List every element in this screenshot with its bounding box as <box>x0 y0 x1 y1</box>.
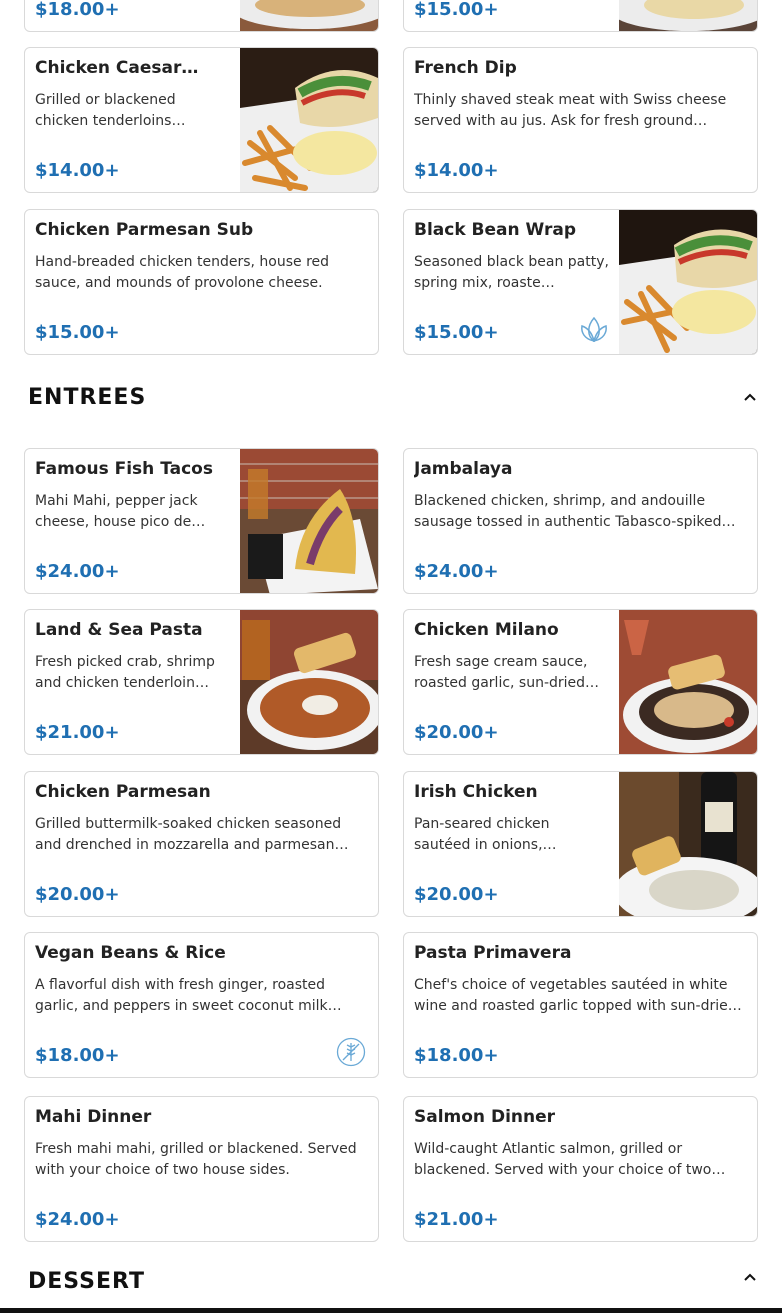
item-price: $18.00+ <box>35 0 120 20</box>
item-name: Chicken Caesar… <box>35 58 199 78</box>
item-name: Black Bean Wrap <box>414 220 577 240</box>
menu-item-card[interactable] <box>24 771 379 917</box>
item-name: Vegan Beans & Rice <box>35 943 226 963</box>
item-description: Hand-breaded chicken tenders, house red sauce, and mounds of provolone cheese. <box>35 254 330 291</box>
food-photo-wrap <box>240 610 378 754</box>
menu-item-card[interactable] <box>403 609 758 755</box>
item-name: Chicken Parmesan Sub <box>35 220 254 240</box>
item-price: $20.00+ <box>414 884 499 905</box>
item-name: Irish Chicken <box>414 782 538 802</box>
menu-item-card[interactable] <box>403 932 758 1078</box>
item-price: $20.00+ <box>414 722 499 743</box>
item-price: $15.00+ <box>414 322 499 343</box>
item-description: Fresh mahi mahi, grilled or blackened. Served with your choice of two house sides. <box>35 1141 357 1178</box>
menu-item-card[interactable] <box>403 771 758 917</box>
item-price: $15.00+ <box>414 0 499 20</box>
menu-item-card[interactable] <box>403 1096 758 1242</box>
chevron-up-icon[interactable] <box>742 1269 758 1285</box>
item-price: $21.00+ <box>414 1209 499 1230</box>
food-photo-wrap <box>240 449 378 593</box>
item-description: Seasoned black bean patty, spring mix, roaste… <box>414 254 609 291</box>
menu-item-card[interactable] <box>403 47 758 193</box>
item-name: Land & Sea Pasta <box>35 620 203 640</box>
menu-item-card[interactable] <box>403 0 758 32</box>
item-description: Thinly shaved steak meat with Swiss cheese served with au jus. Ask for fresh ground… <box>414 92 727 129</box>
item-description: Fresh sage cream sauce, roasted garlic, sun-dried… <box>414 654 600 691</box>
food-photo-wrap <box>619 0 757 31</box>
item-price: $15.00+ <box>35 322 120 343</box>
item-name: French Dip <box>414 58 517 78</box>
section-header-entrees[interactable] <box>28 383 758 413</box>
menu-item-card[interactable] <box>24 932 379 1078</box>
bottom-bar <box>0 1308 782 1313</box>
vegan-leaf-icon <box>579 314 609 344</box>
item-name: Chicken Milano <box>414 620 559 640</box>
item-description: A flavorful dish with fresh ginger, roasted garlic, and peppers in sweet coconut milk… <box>35 977 342 1014</box>
item-description: Grilled or blackened chicken tenderloins… <box>35 92 186 129</box>
item-price: $18.00+ <box>414 1045 499 1066</box>
item-price: $18.00+ <box>35 1045 120 1066</box>
gluten-free-icon <box>336 1037 366 1067</box>
item-description: Blackened chicken, shrimp, and andouille sausage tossed in authentic Tabasco-spiked… <box>414 493 736 530</box>
menu-item-card[interactable] <box>24 448 379 594</box>
item-description: Pan-seared chicken sautéed in onions,… <box>414 816 557 853</box>
section-title: ENTREES <box>28 385 147 410</box>
menu-item-card[interactable] <box>24 209 379 355</box>
item-name: Pasta Primavera <box>414 943 572 963</box>
section-title: DESSERT <box>28 1269 145 1294</box>
menu-item-card[interactable] <box>24 0 379 32</box>
food-photo-wrap <box>619 772 757 916</box>
item-name: Mahi Dinner <box>35 1107 152 1127</box>
item-price: $24.00+ <box>35 1209 120 1230</box>
item-name: Famous Fish Tacos <box>35 459 213 479</box>
item-price: $24.00+ <box>35 561 120 582</box>
menu-item-card[interactable] <box>24 609 379 755</box>
item-description: Chef's choice of vegetables sautéed in white wine and roasted garlic topped with sun-drie… <box>414 977 742 1014</box>
food-photo-wrap <box>240 0 378 31</box>
item-price: $14.00+ <box>35 160 120 181</box>
item-description: Fresh picked crab, shrimp and chicken tenderloin… <box>35 654 215 691</box>
food-photo-wrap <box>619 210 757 354</box>
menu-item-card[interactable] <box>403 209 758 355</box>
menu-item-card[interactable] <box>24 1096 379 1242</box>
item-description: Grilled buttermilk-soaked chicken seasoned and drenched in mozzarella and parmesan… <box>35 816 349 853</box>
item-description: Mahi Mahi, pepper jack cheese, house pico de… <box>35 493 206 530</box>
item-name: Salmon Dinner <box>414 1107 556 1127</box>
item-name: Chicken Parmesan <box>35 782 211 802</box>
menu-item-card[interactable] <box>403 448 758 594</box>
item-description: Wild-caught Atlantic salmon, grilled or blackened. Served with your choice of two… <box>414 1141 726 1178</box>
item-name: Jambalaya <box>414 459 513 479</box>
food-photo-wrap <box>619 610 757 754</box>
menu-item-card[interactable] <box>24 47 379 193</box>
item-price: $24.00+ <box>414 561 499 582</box>
item-price: $20.00+ <box>35 884 120 905</box>
section-header-dessert[interactable] <box>28 1267 758 1297</box>
food-photo-wrap <box>240 48 378 192</box>
item-price: $14.00+ <box>414 160 499 181</box>
item-price: $21.00+ <box>35 722 120 743</box>
chevron-up-icon[interactable] <box>742 389 758 405</box>
